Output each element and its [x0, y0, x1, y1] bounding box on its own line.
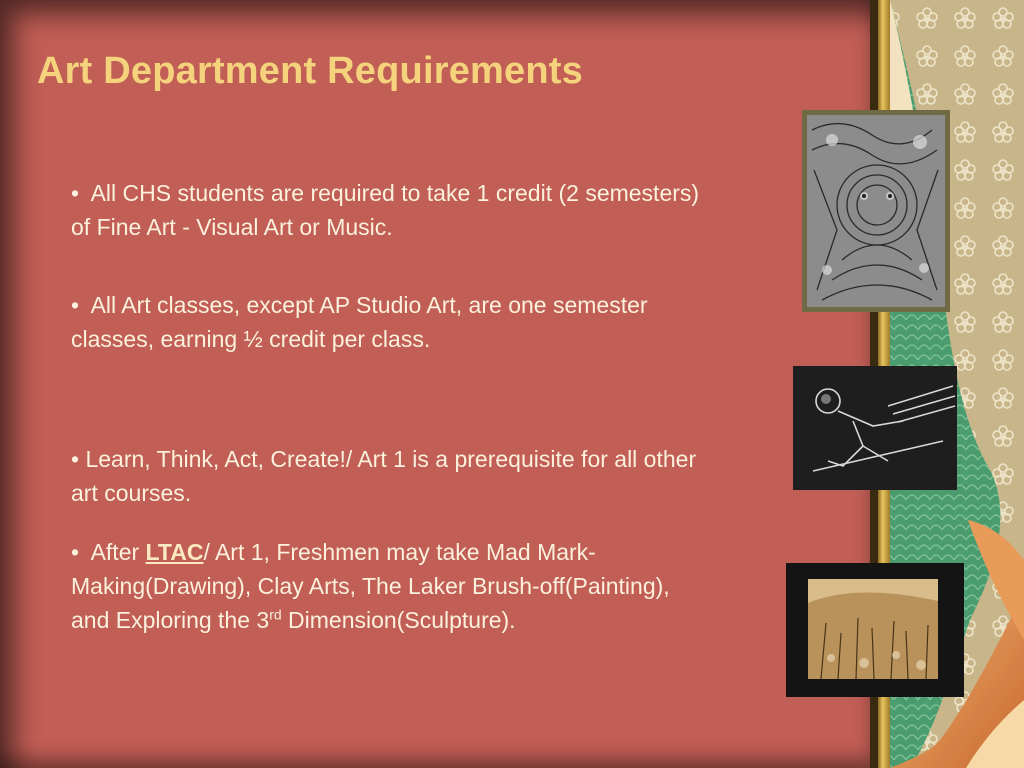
- winter-landscape-photo-image: [786, 563, 964, 697]
- bullet-glyph: •: [71, 292, 80, 318]
- ordinal-suffix: rd: [269, 606, 282, 623]
- bullet-item-text: All Art classes, except AP Studio Art, are one semester classes, earning ½ credit per class.: [71, 292, 648, 352]
- bullet-item-4: [71, 535, 671, 637]
- bullet-item-text-prefix: After: [90, 539, 146, 565]
- bullet-glyph: •: [71, 446, 80, 472]
- bullet-glyph: •: [71, 180, 80, 206]
- bullet-item-1: [71, 176, 711, 244]
- ltac-link[interactable]: LTAC: [145, 539, 204, 565]
- slide-title: Art Department Requirements: [37, 50, 583, 92]
- bullet-item-text-end: Dimension(Sculpture).: [281, 607, 516, 633]
- skier-drawing-image: [793, 366, 957, 490]
- bullet-item-text-middle: / Art 1, Freshmen may take Mad Mark-Making(Drawing), Clay Arts, The Laker Brush-off(Painting), and Exploring the 3: [71, 539, 670, 633]
- bullet-item-2: [71, 288, 711, 356]
- zentangle-drawing-image: [802, 110, 950, 312]
- bullet-item-text: Learn, Think, Act, Create!/ Art 1 is a prerequisite for all other art courses.: [71, 446, 697, 506]
- bullet-glyph: •: [71, 539, 80, 565]
- bullet-item-3: [71, 442, 711, 510]
- bullet-item-text: All CHS students are required to take 1 credit (2 semesters) of Fine Art - Visual Art or Music.: [71, 180, 700, 240]
